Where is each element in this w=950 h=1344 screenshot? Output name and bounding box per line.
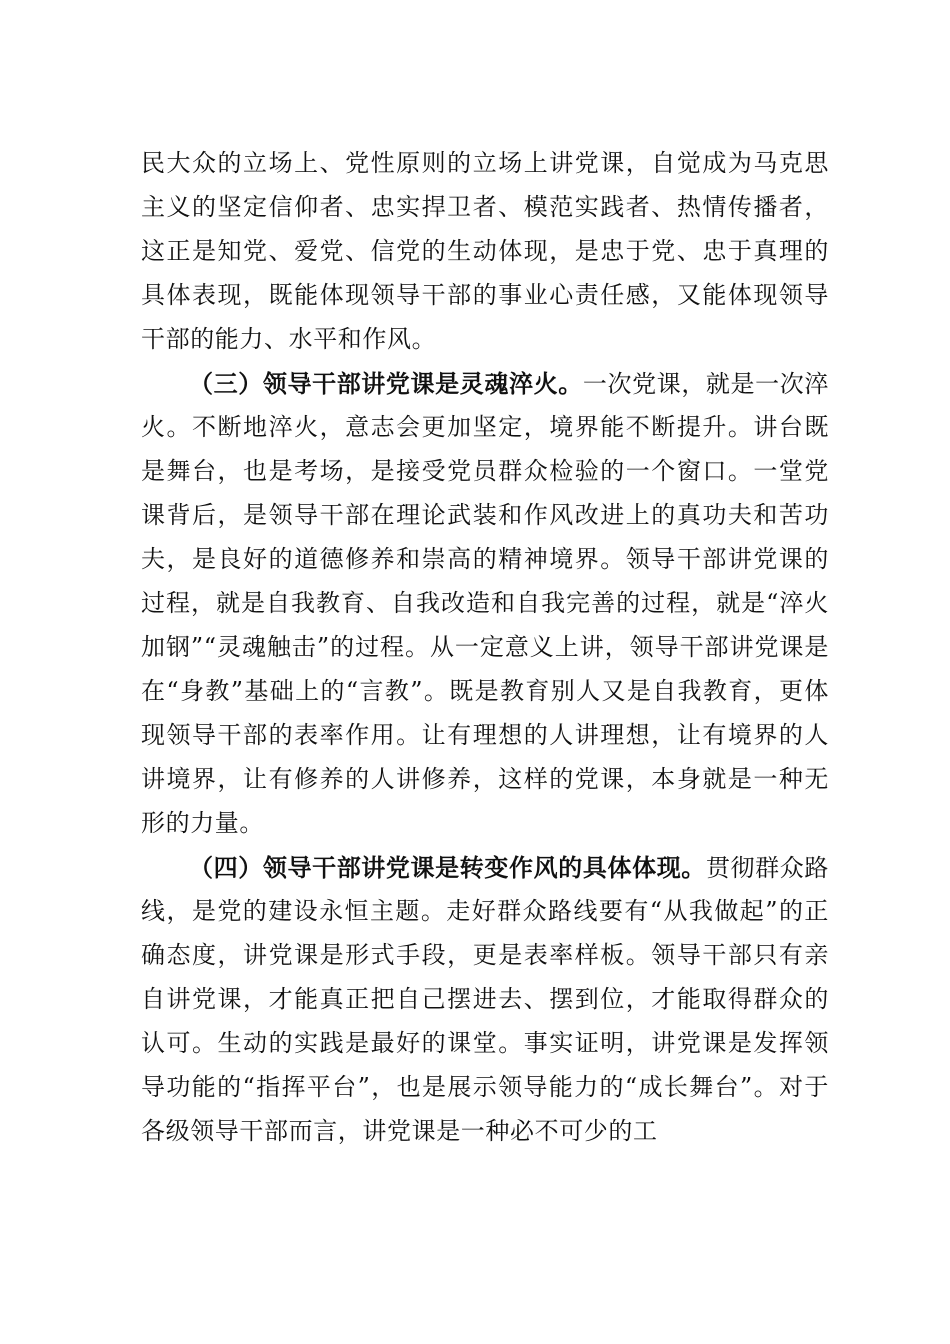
paragraph-continued [141,142,829,362]
paragraph-body: 贯彻群众路线，是党的建设永恒主题。走好群众路线要有“从我做起”的正确态度，讲党课是形式手段，更是表率样板。领导干部只有亲自讲党课，才能真正把自己摆进去、摆到位，才能取得群众的认可。生动的实践是最好的课堂。事实证明，讲党课是发挥领导功能的“指挥平台”，也是展示领导能力的“成长舞台”。对于各级领导干部而言，讲党课是一种必不可少的工 [141,853,829,1145]
section-heading-three: （三）领导干部讲党课是灵魂淬火。 [189,368,583,398]
document-page [141,142,829,1154]
paragraph-section-three [141,362,829,846]
paragraph-body: 民大众的立场上、党性原则的立场上讲党课，自觉成为马克思主义的坚定信仰者、忠实捍卫者、模范实践者、热情传播者，这正是知党、爱党、信党的生动体现，是忠于党、忠于真理的具体表现，既能体现领导干部的事业心责任感，又能体现领导干部的能力、水平和作风。 [141,149,829,353]
section-heading-four: （四）领导干部讲党课是转变作风的具体体现。 [189,852,706,882]
paragraph-body: 一次党课，就是一次淬火。不断地淬火，意志会更加坚定，境界能不断提升。讲台既是舞台，也是考场，是接受党员群众检验的一个窗口。一堂党课背后，是领导干部在理论武装和作风改进上的真功夫和苦功夫，是良好的道德修养和崇高的精神境界。领导干部讲党课的过程，就是自我教育、自我改造和自我完善的过程，就是“淬火加钢”“灵魂触击”的过程。从一定意义上讲，领导干部讲党课是在“身教”基础上的“言教”。既是教育别人又是自我教育，更体现领导干部的表率作用。让有理想的人讲理想，让有境界的人讲境界，让有修养的人讲修养，这样的党课，本身就是一种无形的力量。 [141,369,829,837]
paragraph-section-four [141,846,829,1154]
